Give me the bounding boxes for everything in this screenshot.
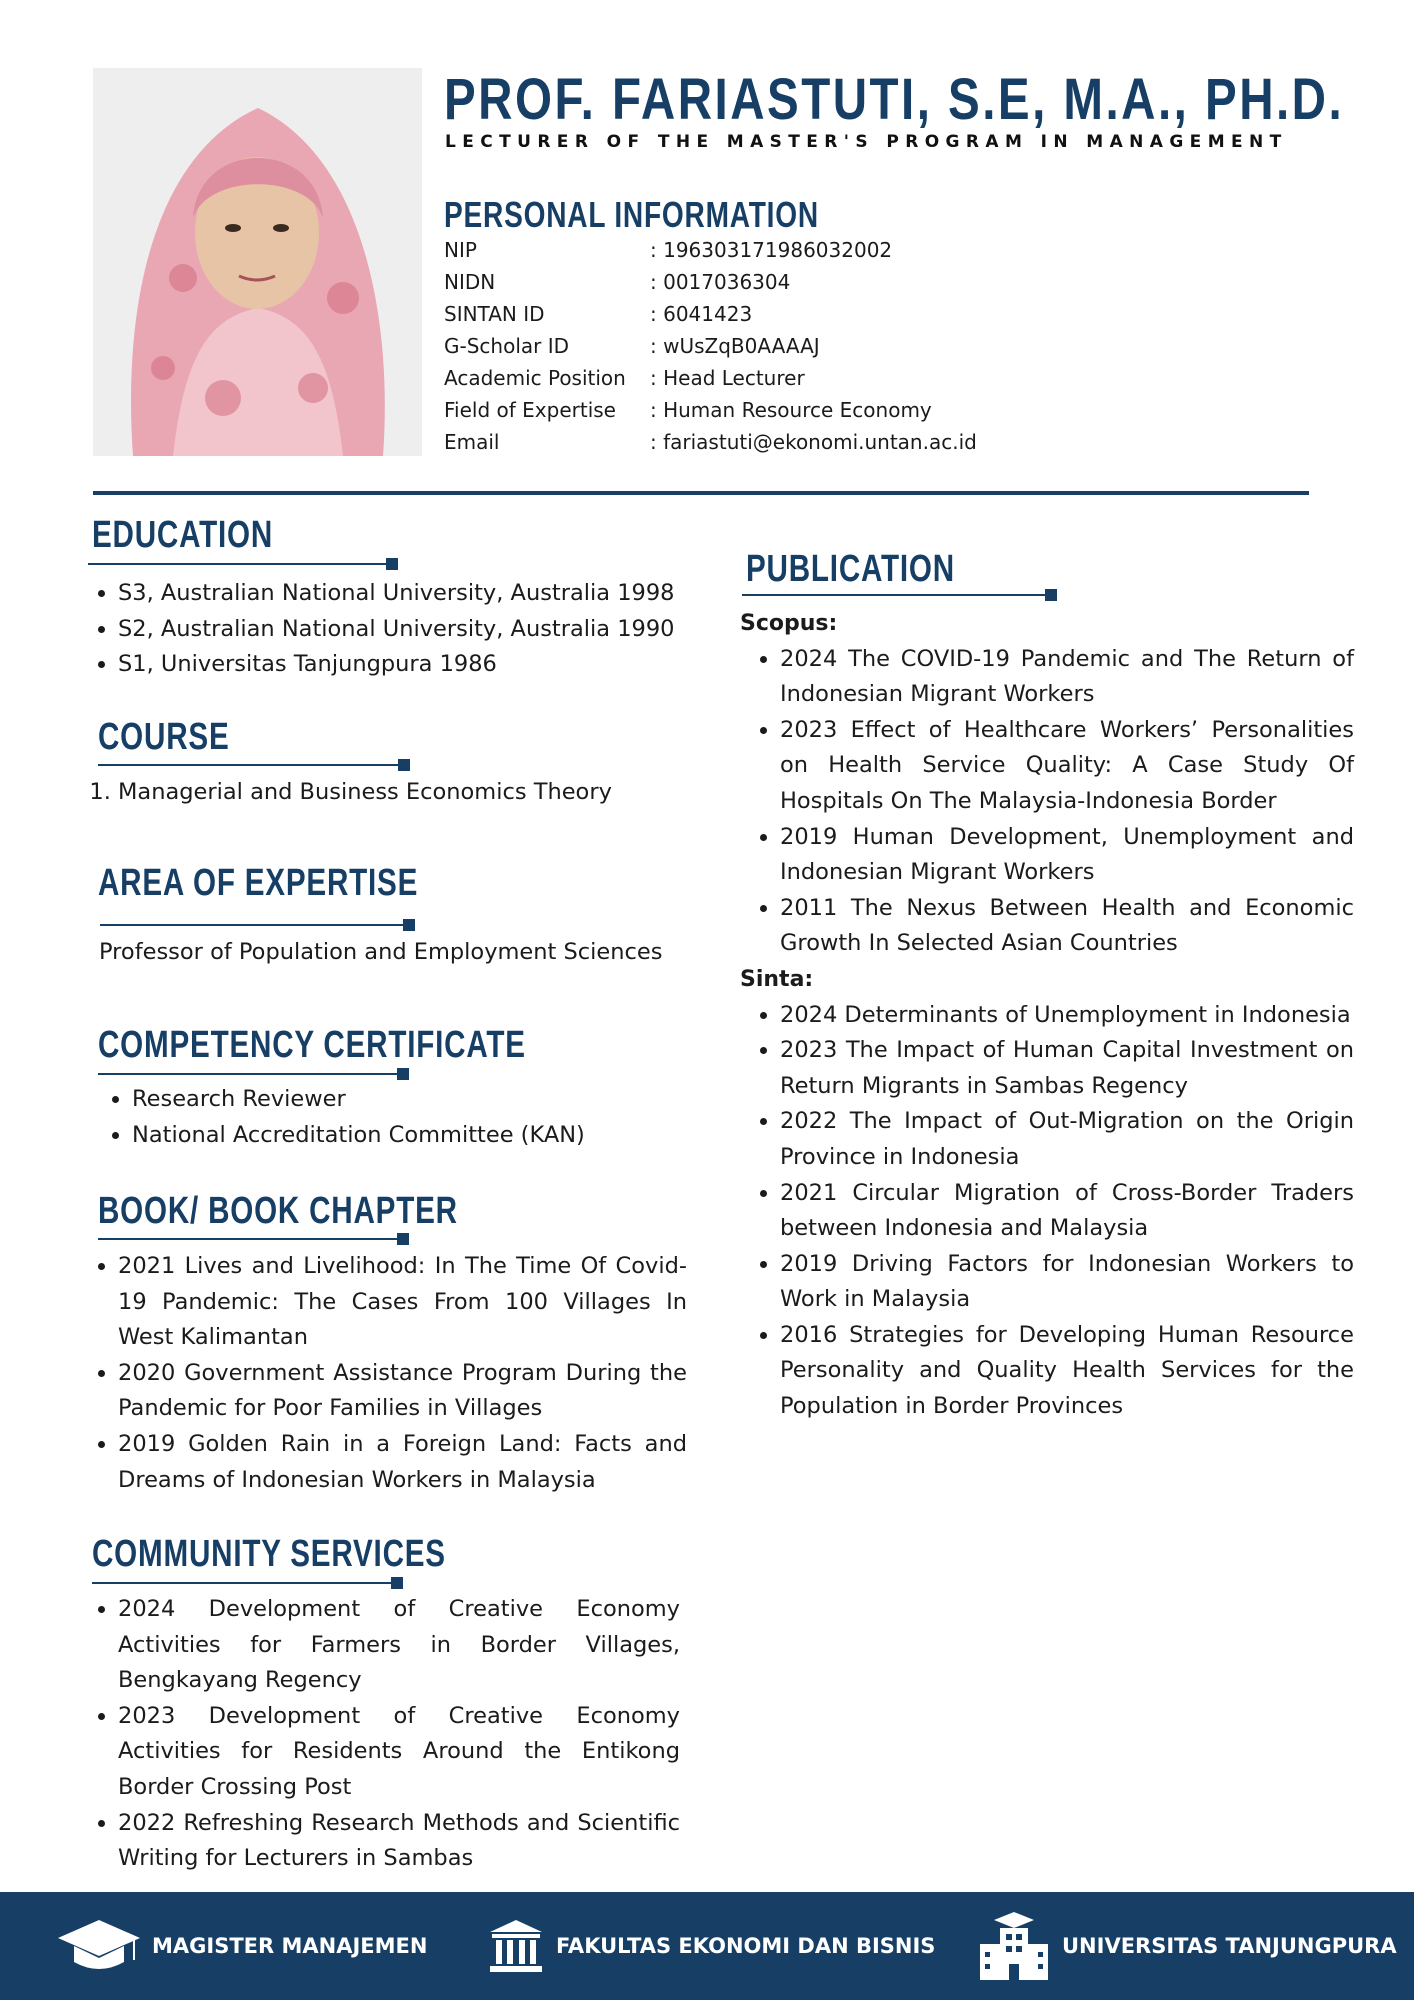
- expertise-text: Professor of Population and Employment Sciences: [99, 939, 663, 965]
- certificate-section: [106, 1082, 706, 1153]
- info-row-field-of-expertise: [444, 394, 977, 426]
- info-value: : 196303171986032002: [650, 238, 893, 262]
- info-label: Email: [444, 430, 500, 454]
- info-value: : Human Resource Economy: [650, 398, 932, 422]
- profile-photo: [93, 68, 422, 456]
- certificate-item: • Research Reviewer: [132, 1082, 706, 1118]
- education-section: [92, 576, 692, 683]
- header-divider: [93, 491, 1309, 495]
- scopus-item: • 2023 Effect of Healthcare Workers’ Personalities on Health Service Quality: A Case Study Of Hospitals On The Malaysia-Indonesia Border: [780, 713, 1354, 820]
- institution-columns-icon: [488, 1918, 544, 1974]
- info-label: G-Scholar ID: [444, 334, 570, 358]
- footer-item-fakultas: [488, 1892, 935, 2000]
- footer-item-universitas: [978, 1892, 1397, 2000]
- course-section: [94, 775, 694, 811]
- education-underline: [88, 563, 392, 565]
- graduation-cap-icon: [56, 1918, 142, 1974]
- sinta-item: • 2016 Strategies for Developing Human Resource Personality and Quality Health Services for the Population in Border Provinces: [780, 1318, 1354, 1425]
- person-name: PROF. FARIASTUTI, S.E, M.A., PH.D.: [444, 67, 1345, 132]
- sinta-item: • 2021 Circular Migration of Cross-Border Traders between Indonesia and Malaysia: [780, 1176, 1354, 1247]
- scopus-item: • 2024 The COVID-19 Pandemic and The Return of Indonesian Migrant Workers: [780, 642, 1354, 713]
- sinta-item: • 2022 The Impact of Out-Migration on the Origin Province in Indonesia: [780, 1104, 1354, 1175]
- books-underline: [98, 1238, 403, 1240]
- education-item: • S3, Australian National University, Australia 1998: [118, 576, 692, 612]
- scopus-item: • 2019 Human Development, Unemployment and Indonesian Migrant Workers: [780, 820, 1354, 891]
- community-underline: [92, 1582, 397, 1584]
- community-item: • 2023 Development of Creative Economy Activities for Residents Around the Entikong Border Crossing Post: [118, 1699, 680, 1806]
- community-section: [92, 1592, 680, 1877]
- info-value: : 0017036304: [650, 270, 791, 294]
- info-label: SINTAN ID: [444, 302, 545, 326]
- info-label: NIDN: [444, 270, 496, 294]
- community-item: • 2022 Refreshing Research Methods and Scientific Writing for Lecturers in Sambas: [118, 1806, 680, 1877]
- publication-underline: [742, 594, 1051, 596]
- certificate-item: • National Accreditation Committee (KAN): [132, 1118, 706, 1154]
- footer-label: UNIVERSITAS TANJUNGPURA: [1062, 1934, 1397, 1958]
- info-row-academic-position: [444, 362, 977, 394]
- person-role: LECTURER OF THE MASTER'S PROGRAM IN MANAGEMENT: [445, 132, 1288, 152]
- expertise-underline: [100, 924, 409, 926]
- university-building-icon: [978, 1910, 1050, 1982]
- sinta-item: • 2019 Driving Factors for Indonesian Workers to Work in Malaysia: [780, 1247, 1354, 1318]
- course-title: COURSE: [98, 716, 230, 758]
- course-underline: [98, 764, 404, 766]
- publication-title: PUBLICATION: [746, 548, 955, 590]
- info-value: : Head Lecturer: [650, 366, 805, 390]
- certificate-title: COMPETENCY CERTIFICATE: [98, 1024, 526, 1066]
- info-value: : 6041423: [650, 302, 753, 326]
- footer-label: MAGISTER MANAJEMEN: [152, 1934, 428, 1958]
- book-item: • 2020 Government Assistance Program During the Pandemic for Poor Families in Villages: [118, 1356, 687, 1427]
- sinta-item: • 2024 Determinants of Unemployment in Indonesia: [780, 998, 1354, 1034]
- sinta-item: • 2023 The Impact of Human Capital Investment on Return Migrants in Sambas Regency: [780, 1033, 1354, 1104]
- book-item: • 2019 Golden Rain in a Foreign Land: Facts and Dreams of Indonesian Workers in Malaysia: [118, 1427, 687, 1498]
- book-item: • 2021 Lives and Livelihood: In The Time Of Covid-19 Pandemic: The Cases From 100 Villages In West Kalimantan: [118, 1249, 687, 1356]
- certificate-underline: [98, 1073, 403, 1075]
- personal-info-title: PERSONAL INFORMATION: [444, 194, 819, 235]
- info-label: Field of Expertise: [444, 398, 616, 422]
- education-item: • S2, Australian National University, Australia 1990: [118, 612, 692, 648]
- info-row-nip: [444, 234, 977, 266]
- info-row-nidn: [444, 266, 977, 298]
- publication-section: [740, 606, 1354, 1425]
- profile-photo-illustration: [93, 68, 422, 456]
- scopus-item: • 2011 The Nexus Between Health and Economic Growth In Selected Asian Countries: [780, 891, 1354, 962]
- info-label: NIP: [444, 238, 477, 262]
- sinta-label: Sinta:: [740, 966, 814, 992]
- info-label: Academic Position: [444, 366, 626, 390]
- course-item: 1. Managerial and Business Economics Theory: [118, 775, 694, 811]
- books-section: [92, 1249, 687, 1498]
- info-value: : fariastuti@ekonomi.untan.ac.id: [650, 430, 977, 454]
- info-value: : wUsZqB0AAAAJ: [650, 334, 820, 358]
- community-item: • 2024 Development of Creative Economy Activities for Farmers in Border Villages, Bengkayang Regency: [118, 1592, 680, 1699]
- info-row-gscholar-id: [444, 330, 977, 362]
- footer-item-magister: [56, 1892, 427, 2000]
- books-title: BOOK/ BOOK CHAPTER: [98, 1190, 458, 1232]
- education-title: EDUCATION: [92, 514, 274, 556]
- info-row-sintan-id: [444, 298, 977, 330]
- education-item: • S1, Universitas Tanjungpura 1986: [118, 647, 692, 683]
- community-title: COMMUNITY SERVICES: [92, 1533, 446, 1575]
- personal-info-list: [444, 234, 977, 458]
- expertise-title: AREA OF EXPERTISE: [98, 862, 419, 904]
- info-row-email: [444, 426, 977, 458]
- scopus-label: Scopus:: [740, 611, 838, 636]
- footer-label: FAKULTAS EKONOMI DAN BISNIS: [556, 1934, 936, 1958]
- footer-bar: [0, 1892, 1414, 2000]
